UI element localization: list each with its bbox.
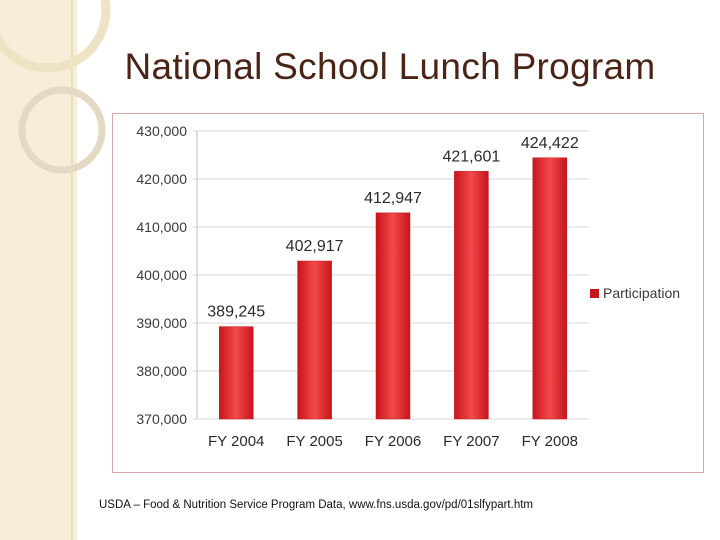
legend-swatch (590, 289, 599, 298)
x-tick-label: FY 2006 (364, 433, 422, 450)
left-decor-band (0, 0, 77, 540)
y-tick-label: 370,000 (136, 411, 187, 427)
bar (454, 171, 488, 419)
data-label: 402,917 (285, 237, 344, 255)
source-citation: USDA – Food & Nutrition Service Program Data, www.fns.usda.gov/pd/01slfypart.htm (99, 499, 533, 511)
bar (376, 213, 410, 419)
chart-frame (112, 113, 704, 473)
y-tick-label: 390,000 (136, 315, 187, 331)
x-tick-label: FY 2004 (207, 433, 265, 450)
bar (533, 158, 567, 419)
bar (298, 261, 332, 419)
data-label: 412,947 (364, 189, 422, 207)
x-tick-label: FY 2008 (521, 433, 579, 450)
data-label: 424,422 (520, 134, 579, 152)
slide-title: National School Lunch Program (124, 46, 656, 87)
y-tick-label: 400,000 (136, 267, 187, 283)
bar (219, 327, 253, 419)
y-tick-label: 410,000 (136, 219, 187, 235)
data-label: 389,245 (207, 303, 266, 321)
x-tick-label: FY 2005 (286, 433, 343, 450)
y-tick-label: 380,000 (136, 363, 187, 379)
y-tick-label: 430,000 (136, 123, 187, 139)
data-label: 421,601 (442, 148, 501, 166)
x-tick-label: FY 2007 (443, 433, 500, 450)
legend-label: Participation (603, 285, 681, 301)
y-tick-label: 420,000 (136, 171, 187, 187)
bar-chart (113, 114, 703, 472)
